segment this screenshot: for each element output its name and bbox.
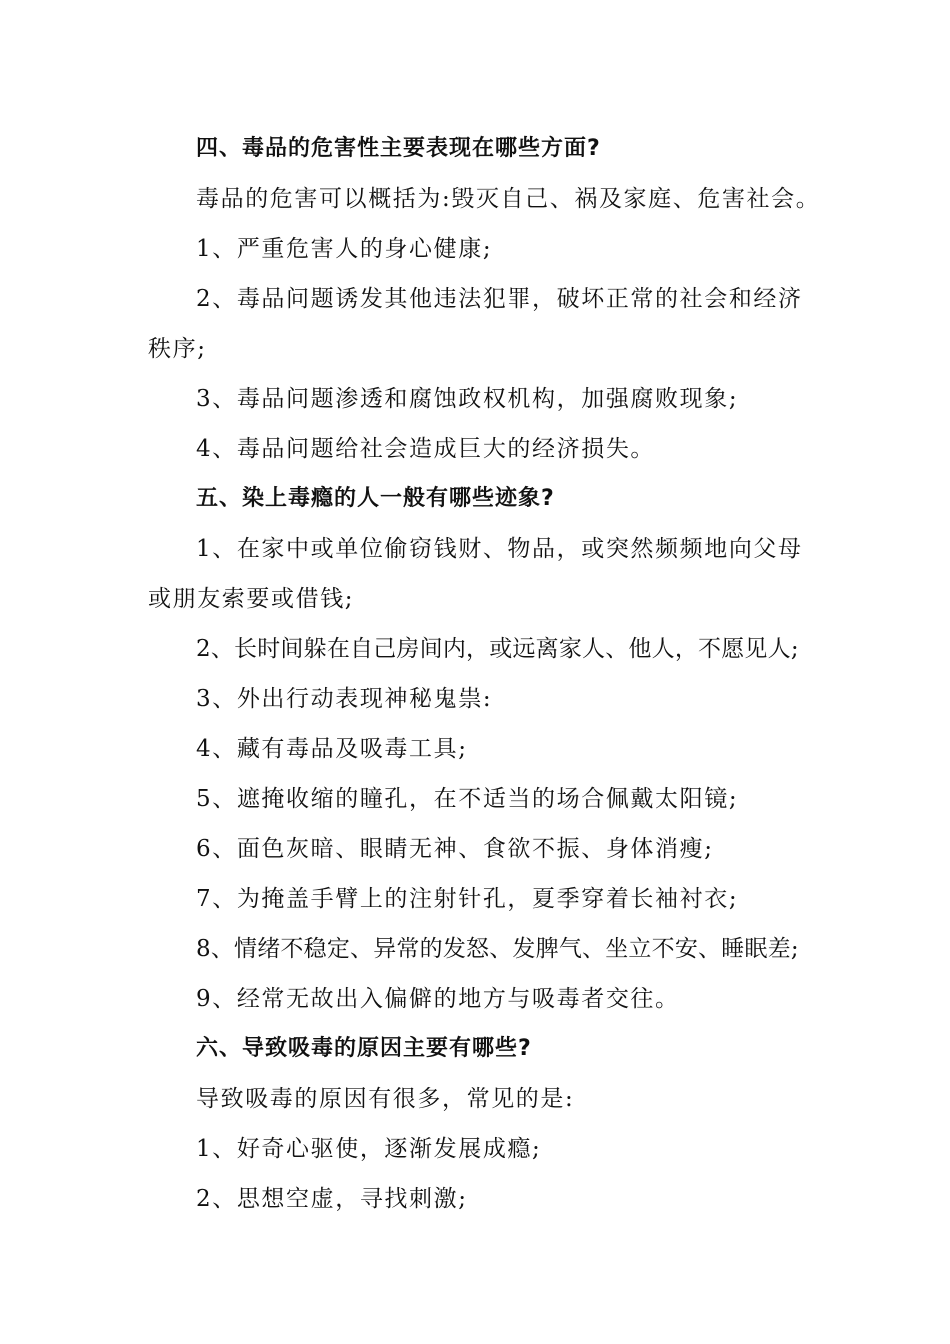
- document-body: [148, 124, 828, 1224]
- list-item-harm-4: 4、毒品问题给社会造成巨大的经济损失。: [196, 436, 656, 462]
- list-item-harm-2-line2: 秩序;: [148, 336, 207, 362]
- list-item-harm-1: 1、严重危害人的身心健康;: [196, 236, 493, 262]
- list-item-sign-7: 7、为掩盖手臂上的注射针孔，夏季穿着长袖衬衣;: [196, 886, 739, 912]
- list-item-sign-2: 2、长时间躲在自己房间内，或远离家人、他人，不愿见人;: [196, 636, 799, 662]
- paragraph-harm-summary: 毒品的危害可以概括为:毁灭自己、祸及家庭、危害社会。: [196, 186, 821, 212]
- list-item-cause-1: 1、好奇心驱使，逐渐发展成瘾;: [196, 1136, 542, 1162]
- list-item-sign-5: 5、遮掩收缩的瞳孔，在不适当的场合佩戴太阳镜;: [196, 786, 739, 812]
- list-item-sign-1-line1: 1、在家中或单位偷窃钱财、物品，或突然频频地向父母: [196, 536, 803, 562]
- list-item-sign-3: 3、外出行动表现神秘鬼祟:: [196, 686, 493, 712]
- section-heading-4: 四、毒品的危害性主要表现在哪些方面?: [196, 136, 601, 161]
- list-item-sign-8: 8、情绪不稳定、异常的发怒、发脾气、坐立不安、睡眠差;: [196, 936, 799, 962]
- list-item-sign-6: 6、面色灰暗、眼睛无神、食欲不振、身体消瘦;: [196, 836, 714, 862]
- list-item-sign-1-line2: 或朋友索要或借钱;: [148, 586, 355, 612]
- paragraph-causes-intro: 导致吸毒的原因有很多，常见的是:: [196, 1086, 575, 1112]
- section-heading-6: 六、导致吸毒的原因主要有哪些?: [196, 1036, 532, 1061]
- list-item-harm-2-line1: 2、毒品问题诱发其他违法犯罪，破坏正常的社会和经济: [196, 286, 803, 312]
- section-heading-5: 五、染上毒瘾的人一般有哪些迹象?: [196, 486, 555, 511]
- list-item-harm-3: 3、毒品问题渗透和腐蚀政权机构，加强腐败现象;: [196, 386, 739, 412]
- list-item-cause-2: 2、思想空虚，寻找刺激;: [196, 1186, 468, 1212]
- list-item-sign-4: 4、藏有毒品及吸毒工具;: [196, 736, 468, 762]
- list-item-sign-9: 9、经常无故出入偏僻的地方与吸毒者交往。: [196, 986, 680, 1012]
